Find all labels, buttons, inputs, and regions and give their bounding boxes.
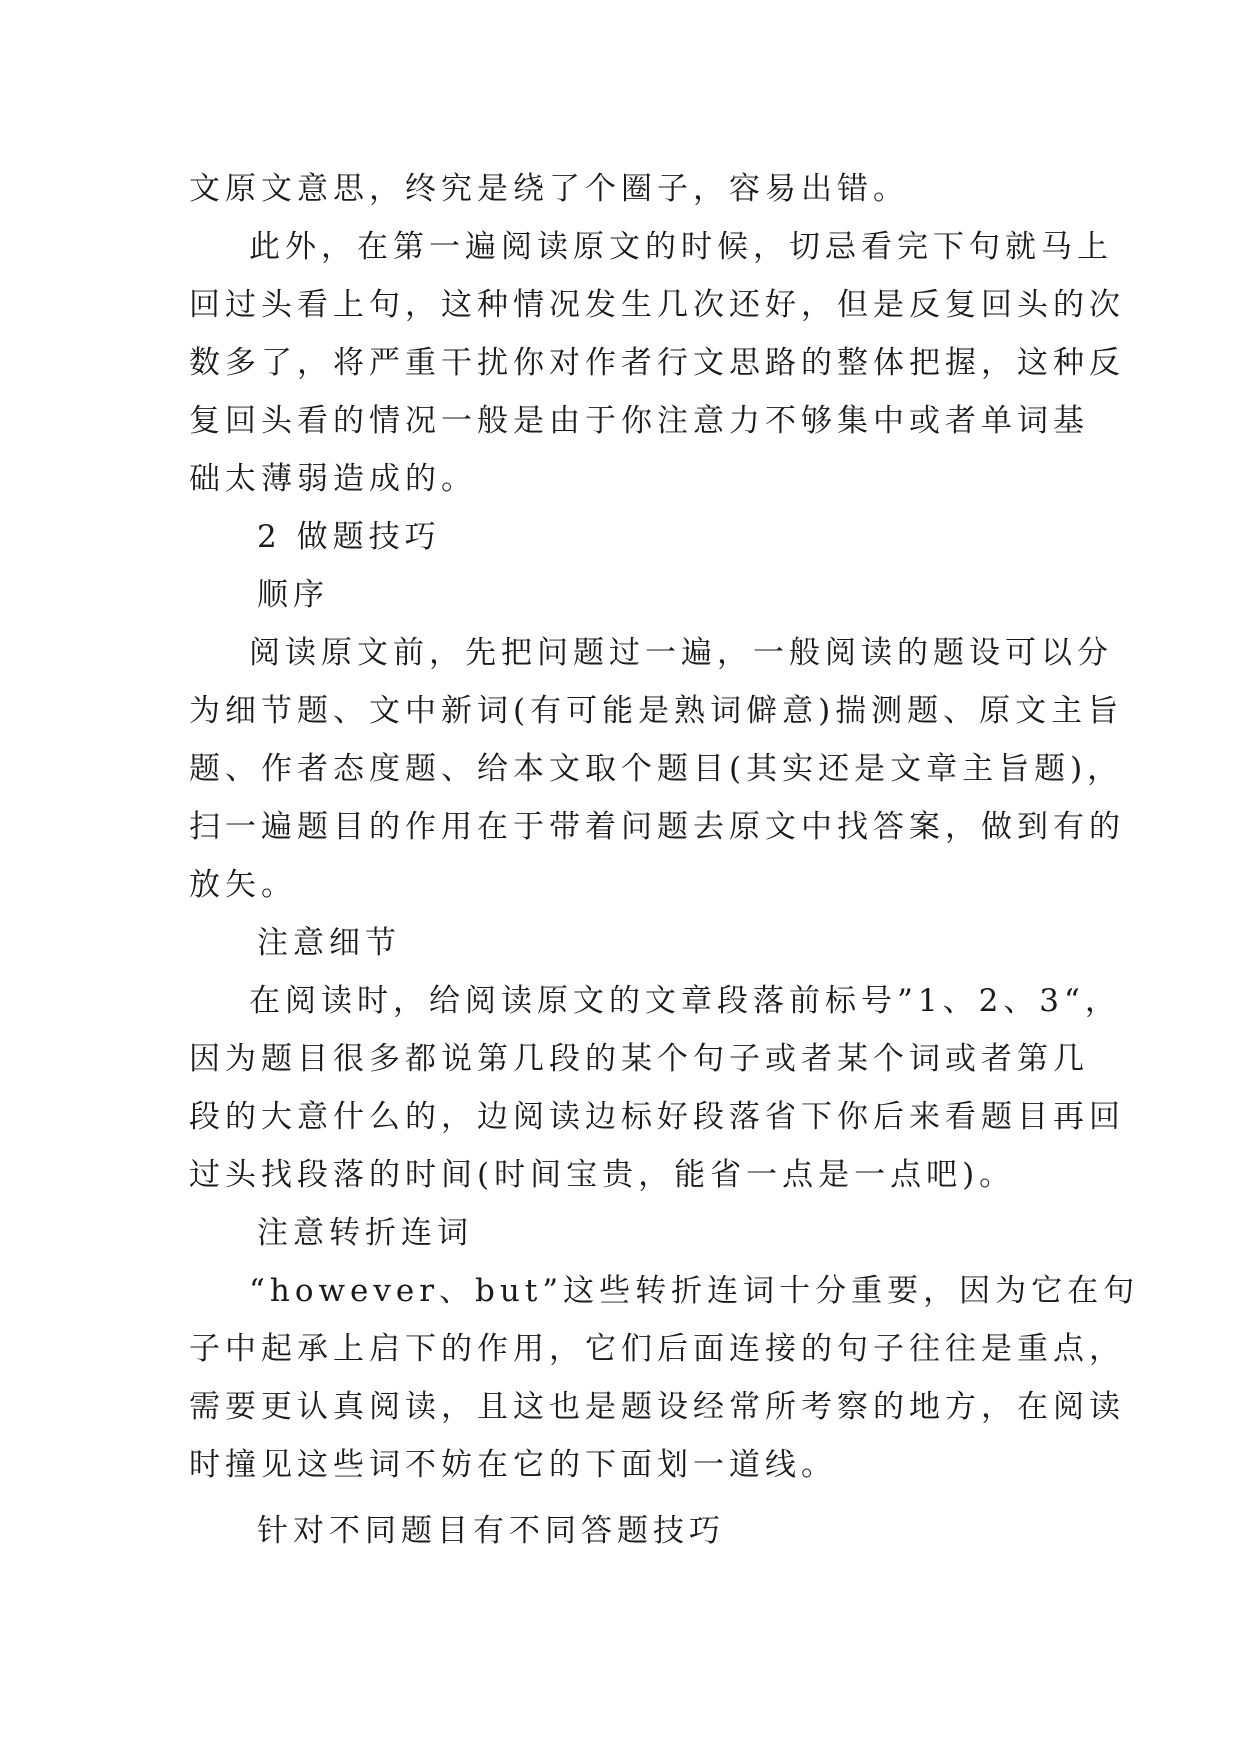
text-line: 在阅读时，给阅读原文的文章段落前标号”1、2、3“，: [249, 983, 1121, 1019]
text-line: 回过头看上句，这种情况发生几次还好，但是反复回头的次: [189, 287, 1125, 323]
text-line: 为细节题、文中新词(有可能是熟词僻意)揣测题、原文主旨: [189, 693, 1124, 729]
paragraph-rereading: [189, 218, 1125, 508]
subheading-order: 顺序: [257, 577, 329, 613]
text-line: 段的大意什么的，边阅读边标好段落省下你后来看题目再回: [189, 1099, 1125, 1135]
text-line: 时撞见这些词不妨在它的下面划一道线。: [189, 1447, 837, 1483]
text-line: 因为题目很多都说第几段的某个句子或者某个词或者第几: [189, 1041, 1089, 1077]
text-line: 础太薄弱造成的。: [189, 461, 477, 497]
text-line: 阅读原文前，先把问题过一遍，一般阅读的题设可以分: [249, 635, 1113, 671]
text-line: 此外，在第一遍阅读原文的时候，切忌看完下句就马上: [249, 229, 1113, 265]
paragraph-detail: [189, 972, 1125, 1204]
paragraph-continuation: [189, 160, 1053, 218]
text-line: 文原文意思，终究是绕了个圈子，容易出错。: [189, 171, 909, 207]
text-line: 放矢。: [189, 867, 297, 903]
text-line: 子中起承上启下的作用，它们后面连接的句子往往是重点，: [189, 1331, 1125, 1367]
section-heading-skills: 2 做题技巧: [257, 519, 441, 555]
document-page: [189, 160, 1140, 1560]
paragraph-order: [189, 624, 1125, 914]
subheading-conjunctions: 注意转折连词: [257, 1215, 473, 1251]
text-line: 题、作者态度题、给本文取个题目(其实还是文章主旨题)，: [189, 751, 1124, 787]
paragraph-conjunctions: [189, 1262, 1140, 1494]
text-line: 需要更认真阅读，且这也是题设经常所考察的地方，在阅读: [189, 1389, 1125, 1425]
text-line: 复回头看的情况一般是由于你注意力不够集中或者单词基: [189, 403, 1089, 439]
subheading-detail: 注意细节: [257, 925, 401, 961]
text-line: 过头找段落的时间(时间宝贵，能省一点是一点吧)。: [189, 1157, 1016, 1193]
text-line: 扫一遍题目的作用在于带着问题去原文中找答案，做到有的: [189, 809, 1125, 845]
subheading-different-questions: 针对不同题目有不同答题技巧: [257, 1513, 725, 1549]
text-line: 数多了，将严重干扰你对作者行文思路的整体把握，这种反: [189, 345, 1125, 381]
text-line: “however、but”这些转折连词十分重要，因为它在句: [249, 1273, 1140, 1309]
